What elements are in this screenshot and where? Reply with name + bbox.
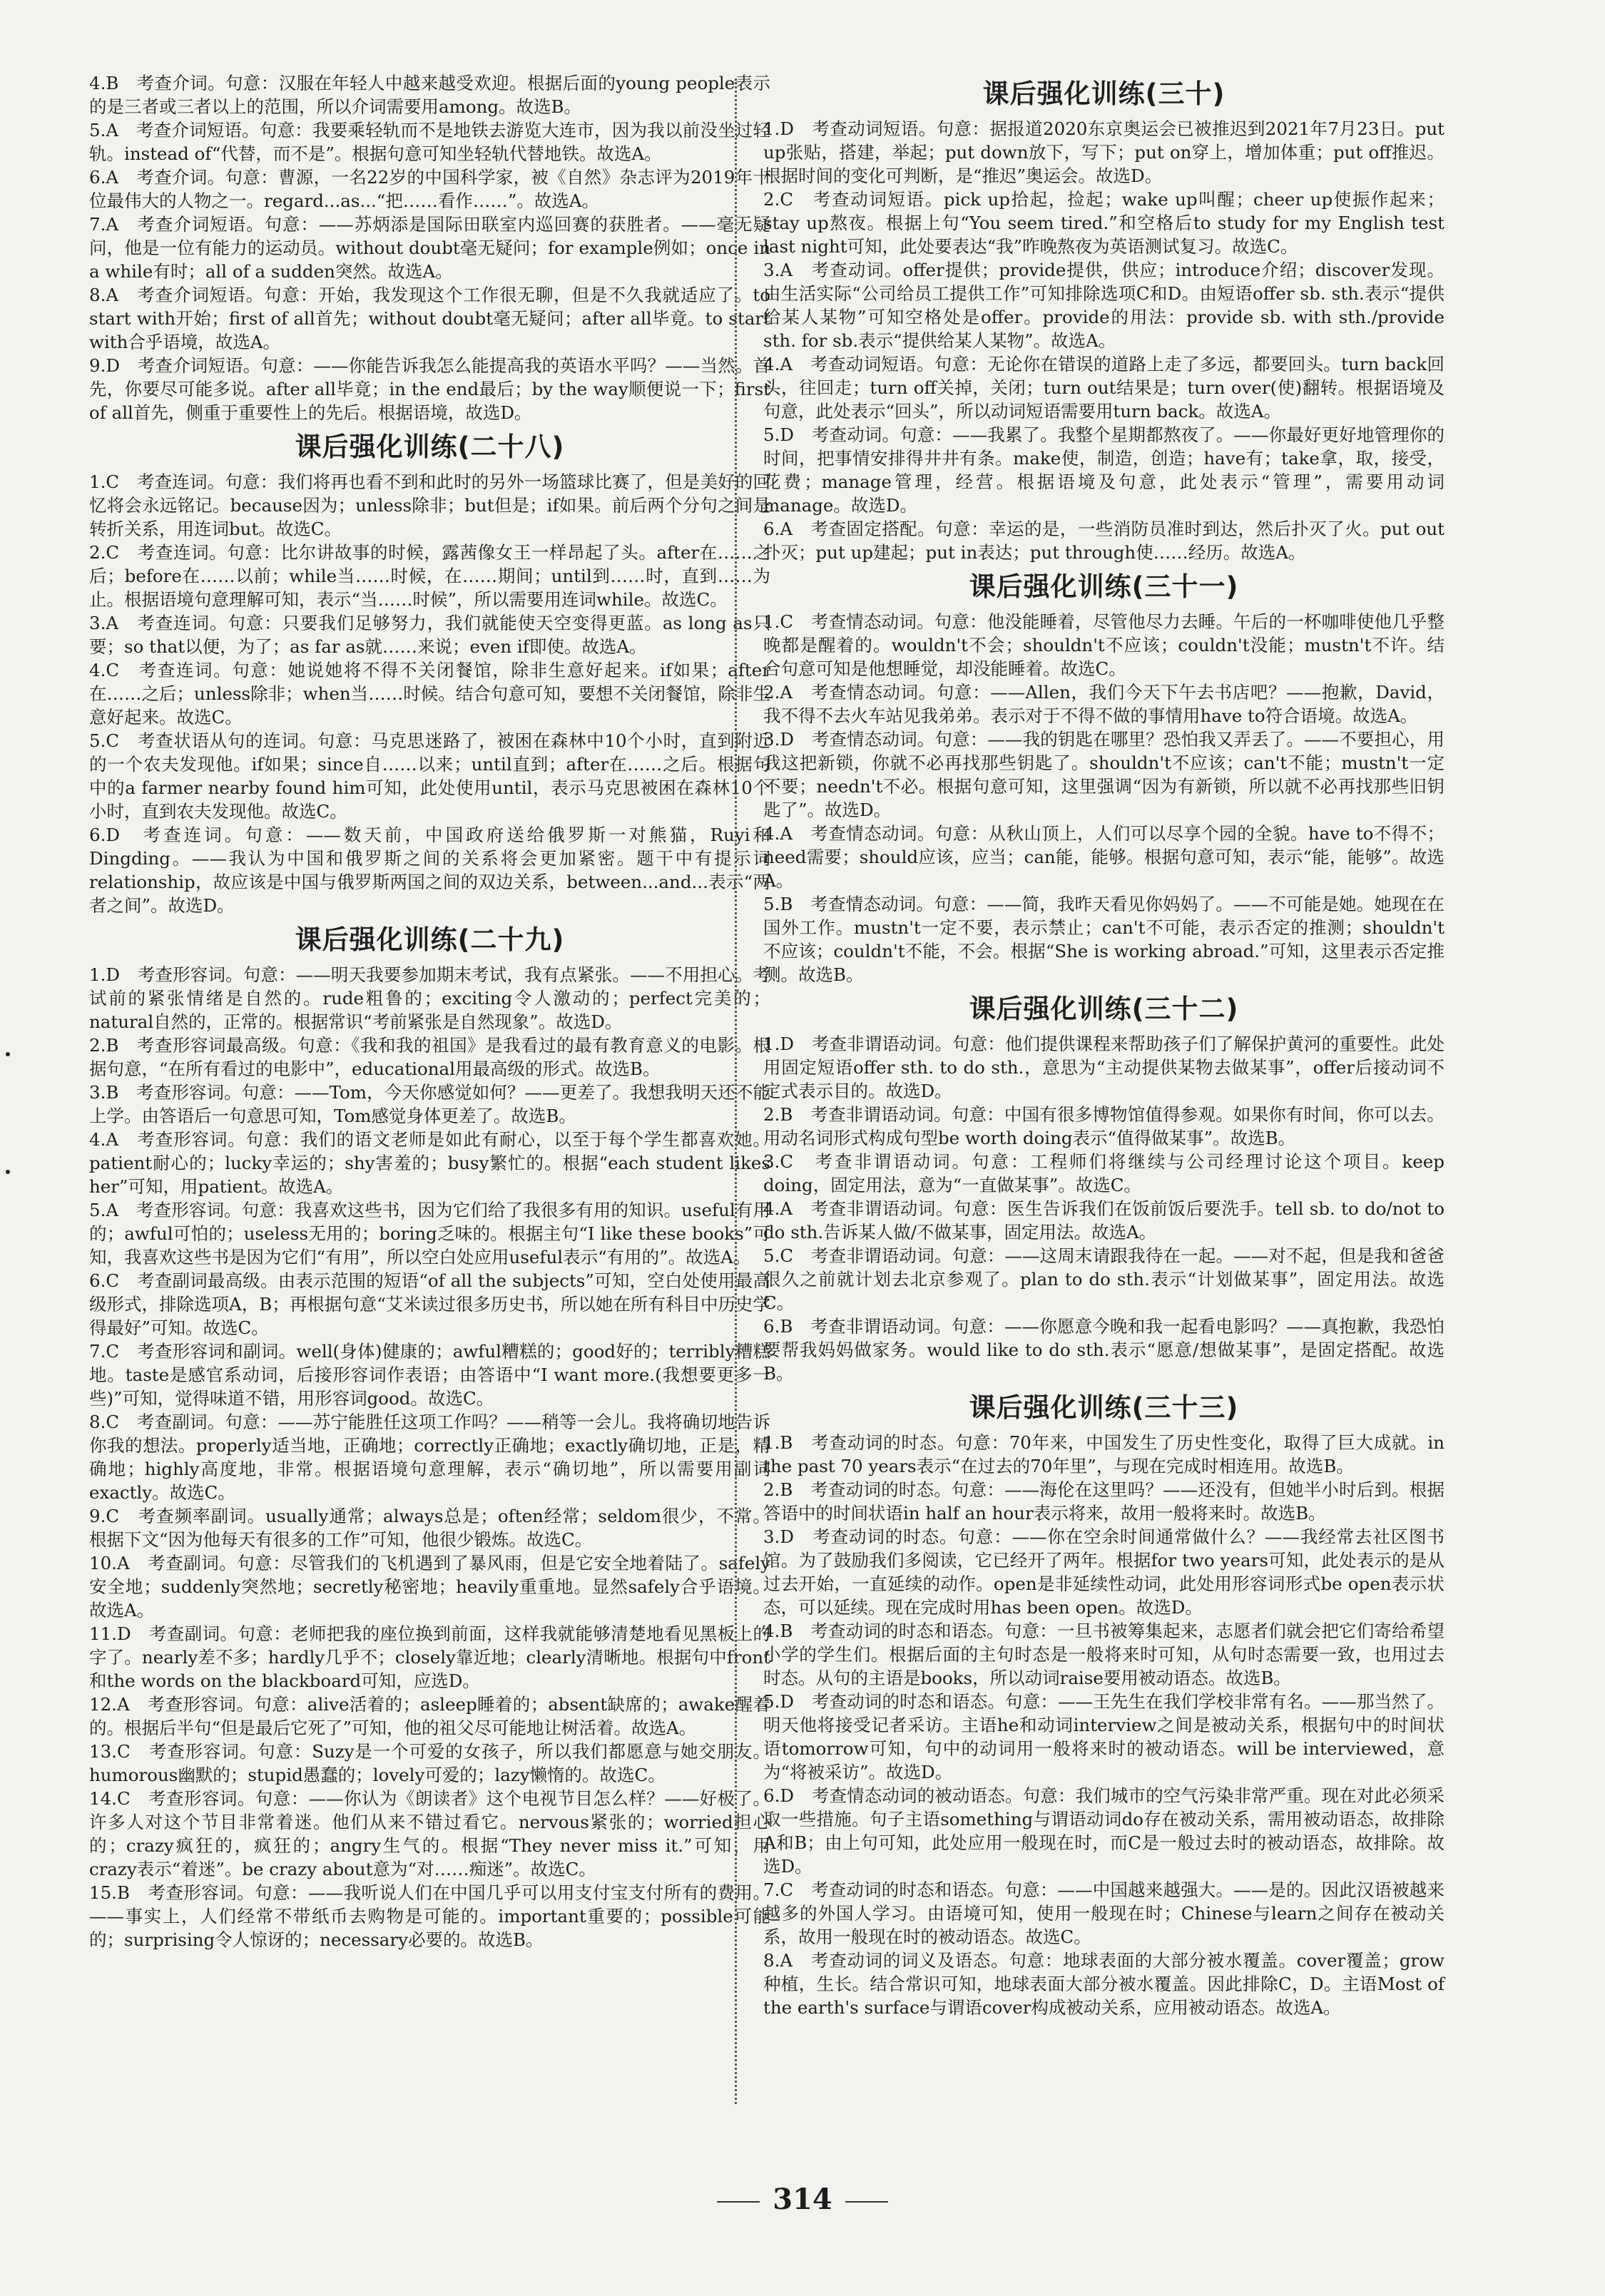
answer-entry: 2.C 考查连词。句意：比尔讲故事的时候，露茜像女王一样昂起了头。after在……之后；before在……以前；while当……时候，在……期间；until到……时，直到……为止。根据语境句意理解可知，表示“当……时候”，所以需要用连词while。故选C。 [89, 542, 770, 610]
answer-entry: 4.A 考查情态动词。句意：从秋山顶上，人们可以尽享个园的全貌。have to不得不；need需要；should应该，应当；can能，能够。根据句意可知，表示“能，能够”。故选A。 [763, 823, 1444, 891]
answer-entry: 13.C 考查形容词。句意：Suzy是一个可爱的女孩子，所以我们都愿意与她交朋友。humorous幽默的；stupid愚蠢的；lovely可爱的；lazy懒惰的。故选C。 [89, 1741, 770, 1785]
answer-entry: 4.A 考查动词短语。句意：无论你在错误的道路上走了多远，都要回头。turn back回头，往回走；turn off关掉，关闭；turn out结果是；turn over(使)翻转。根据语境及句意，此处表示“回头”，所以动词短语需要用turn back。故选A。 [763, 354, 1444, 422]
answer-entry: 15.B 考查形容词。句意：——我听说人们在中国几乎可以用支付宝支付所有的费用。——事实上，人们经常不带纸币去购物是可能的。important重要的；possible可能的；surprising令人惊讶的；necessary必要的。故选B。 [89, 1882, 770, 1950]
section-title: 课后强化训练(三十) [982, 78, 1226, 109]
margin-dot [6, 1170, 10, 1174]
right-column [763, 71, 1444, 2019]
answer-entry: 3.A 考查动词。offer提供；provide提供，供应；introduce介绍；discover发现。由生活实际“公司给员工提供工作”可知排除选项C和D。由短语offer sb. sth.表示“提供给某人某物”可知空格处是offer。provide的用法：provide sb. with sth./provide sth. for sb.表示“提供给某人某物”。故选A。 [763, 260, 1444, 351]
answer-entry: 8.C 考查副词。句意：——苏宁能胜任这项工作吗？——稍等一会儿。我将确切地告诉你我的想法。properly适当地，正确地；correctly正确地；exactly确切地，正是，精确地；highly高度地，非常。根据语境句意理解，表示“确切地”，所以需要用副词exactly。故选C。 [89, 1412, 770, 1503]
answer-entry: 3.A 考查连词。句意：只要我们足够努力，我们就能使天空变得更蓝。as long as只要；so that以便，为了；as far as就……来说；even if即使。故选A。 [89, 613, 770, 657]
answer-entry: 1.D 考查非谓语动词。句意：他们提供课程来帮助孩子们了解保护黄河的重要性。此处用固定短语offer sth. to do sth.，意思为“主动提供某物去做某事”，offer后接动词不定式表示目的。故选D。 [763, 1034, 1444, 1101]
section-title: 课后强化训练(二十九) [295, 924, 565, 955]
answer-entry: 1.D 考查形容词。句意：——明天我要参加期末考试，我有点紧张。——不用担心。考试前的紧张情绪是自然的。rude粗鲁的；exciting令人激动的；perfect完美的；natural自然的，正常的。根据常识“考前紧张是自然现象”。故选D。 [89, 964, 770, 1032]
column-divider [735, 78, 737, 2104]
answer-entry: 3.D 考查动词的时态。句意：——你在空余时间通常做什么？——我经常去社区图书馆。为了鼓励我们多阅读，它已经开了两年。根据for two years可知，此处表示的是从过去开始，一直延续的动作。open是非延续性动词，此处用形容词形式be open表示状态，可以延续。现在完成时用has been open。故选D。 [763, 1526, 1444, 1618]
answer-entry: 5.D 考查动词。句意：——我累了。我整个星期都熬夜了。——你最好更好地管理你的时间，把事情安排得井井有条。make使，制造，创造；have有；take拿，取，接受，花费；manage管理，经营。根据语境及句意，此处表示“管理”，需要用动词manage。故选D。 [763, 424, 1444, 516]
answer-entry: 2.C 考查动词短语。pick up拾起，捡起；wake up叫醒；cheer up使振作起来；stay up熬夜。根据上句“You seem tired.”和空格后to study for my English test last night可知，此处要表达“我”昨晚熬夜为英语测试复习。故选C。 [763, 189, 1444, 257]
page-number [0, 2183, 1605, 2216]
answer-entry: 3.D 考查情态动词。句意：——我的钥匙在哪里？恐怕我又弄丢了。——不要担心，用我这把新锁，你就不必再找那些钥匙了。shouldn't不应该；can't不能；mustn't一定不要；needn't不必。根据句意可知，这里强调“因为有新锁，所以就不必再找那些旧钥匙了”。故选D。 [763, 729, 1444, 820]
answer-entry: 5.A 考查形容词。句意：我喜欢这些书，因为它们给了我很多有用的知识。useful有用的；awful可怕的；useless无用的；boring乏味的。根据主句“I like these books”可知，我喜欢这些书是因为它们“有用”，所以空白处应用useful表示“有用的”。故选A。 [89, 1200, 770, 1267]
answer-entry: 2.B 考查形容词最高级。句意：《我和我的祖国》是我看过的最有教育意义的电影。根据句意，“在所有看过的电影中”，educational用最高级的形式。故选B。 [89, 1035, 770, 1079]
answer-entry: 2.A 考查情态动词。句意：——Allen，我们今天下午去书店吧？——抱歉，David，我不得不去火车站见我弟弟。表示对于不得不做的事情用have to符合语境。故选A。 [763, 682, 1444, 726]
answer-entry: 1.C 考查连词。句意：我们将再也看不到和此时的另外一场篮球比赛了，但是美好的回忆将会永远铭记。because因为；unless除非；but但是；if如果。前后两个分句之间是转折关系，用连词but。故选C。 [89, 471, 770, 539]
page-number-value: 314 [773, 2183, 832, 2216]
answer-entry: 4.A 考查非谓语动词。句意：医生告诉我们在饭前饭后要洗手。tell sb. to do/not to do sth.告诉某人做/不做某事，固定用法。故选A。 [763, 1198, 1444, 1243]
answer-entry: 6.D 考查情态动词的被动语态。句意：我们城市的空气污染非常严重。现在对此必须采取一些措施。句子主语something与谓语动词do存在被动关系，需用被动语态，故排除A和B；由上句可知，此处应用一般现在时，而C是一般过去时的被动语态，故排除。故选D。 [763, 1785, 1444, 1877]
answer-entry: 6.C 考查副词最高级。由表示范围的短语“of all the subjects”可知，空白处使用最高级形式，排除选项A，B；再根据句意“艾米读过很多历史书，所以她在所有科目中历史学得最好”可知。故选C。 [89, 1270, 770, 1338]
answer-entry: 1.B 考查动词的时态。句意：70年来，中国发生了历史性变化，取得了巨大成就。in the past 70 years表示“在过去的70年里”，与现在完成时相连用。故选B。 [763, 1432, 1444, 1476]
dash-left [717, 2201, 760, 2203]
answer-entry: 7.C 考查形容词和副词。well(身体)健康的；awful糟糕的；good好的；terribly糟糕地。taste是感官系动词，后接形容词作表语；由答语中“I want more.(我想要更多一些)”可知，觉得味道不错，用形容词good。故选C。 [89, 1341, 770, 1409]
answer-entry: 5.C 考查状语从句的连词。句意：马克思迷路了，被困在森林中10个小时，直到附近的一个农夫发现他。if如果；since自……以来；until直到；after在……之后。根据句中的a farmer nearby found him可知，此处使用until，表示马克思被困在森林10个小时，直到农夫发现他。故选C。 [89, 730, 770, 822]
section-title: 课后强化训练(二十八) [295, 432, 565, 462]
answer-entry: 12.A 考查形容词。句意：alive活着的；asleep睡着的；absent缺席的；awake醒着的。根据后半句“但是最后它死了”可知，他的祖父尽可能地让树活着。故选A。 [89, 1694, 770, 1738]
section-title: 课后强化训练(三十三) [969, 1392, 1239, 1423]
answer-entry: 3.B 考查形容词。句意：——Tom，今天你感觉如何？——更差了。我想我明天还不能上学。由答语后一句意思可知，Tom感觉身体更差了。故选B。 [89, 1082, 770, 1126]
answer-entry: 3.C 考查非谓语动词。句意：工程师们将继续与公司经理讨论这个项目。keep doing，固定用法，意为“一直做某事”。故选C。 [763, 1151, 1444, 1195]
answer-entry: 4.A 考查形容词。句意：我们的语文老师是如此有耐心，以至于每个学生都喜欢她。patient耐心的；lucky幸运的；shy害羞的；busy繁忙的。根据“each student likes her”可知，用patient。故选A。 [89, 1129, 770, 1197]
answer-entry: 7.A 考查介词短语。句意：——苏炳添是国际田联室内巡回赛的获胜者。——毫无疑问，他是一位有能力的运动员。without doubt毫无疑问；for example例如；once in a while有时；all of a sudden突然。故选A。 [89, 214, 770, 282]
answer-entry: 14.C 考查形容词。句意：——你认为《朗读者》这个电视节目怎么样？——好极了。许多人对这个节目非常着迷。他们从来不错过看它。nervous紧张的；worried担心的；crazy疯狂的，疯狂的；angry生气的。根据“They never miss it.”可知，用crazy表示“着迷”。be crazy about意为“对……痴迷”。故选C。 [89, 1788, 770, 1879]
answer-entry: 5.B 考查情态动词。句意：——简，我昨天看见你妈妈了。——不可能是她。她现在在国外工作。mustn't一定不要，表示禁止；can't不可能，表示否定的推测；shouldn't不应该；couldn't不能，不会。根据“She is working abroad.”可知，这里表示否定推测。故选B。 [763, 894, 1444, 985]
answer-entry: 4.C 考查连词。句意：她说她将不得不关闭餐馆，除非生意好起来。if如果；after在……之后；unless除非；when当……时候。结合句意可知，要想不关闭餐馆，除非生意好起来。故选C。 [89, 660, 770, 728]
answer-entry: 10.A 考查副词。句意：尽管我们的飞机遇到了暴风雨，但是它安全地着陆了。safely安全地；suddenly突然地；secretly秘密地；heavily重重地。显然safely合乎语境。故选A。 [89, 1553, 770, 1621]
answer-entry: 5.D 考查动词的时态和语态。句意：——王先生在我们学校非常有名。——那当然了。明天他将接受记者采访。主语he和动词interview之间是被动关系，根据句中的时间状语tomorrow可知，句中的动词用一般将来时的被动语态。will be interviewed，意为“将被采访”。故选D。 [763, 1691, 1444, 1782]
answer-entry: 1.D 考查动词短语。句意：据报道2020东京奥运会已被推迟到2021年7月23日。put up张贴，搭建，举起；put down放下，写下；put on穿上，增加体重；put off推迟。根据时间的变化可判断，是“推迟”奥运会。故选D。 [763, 118, 1444, 186]
section-title: 课后强化训练(三十一) [969, 571, 1239, 602]
left-column [89, 71, 770, 1951]
answer-entry: 11.D 考查副词。句意：老师把我的座位换到前面，这样我就能够清楚地看见黑板上的字了。nearly差不多；hardly几乎不；closely靠近地；clearly清晰地。根据句中front和the words on the blackboard可知，应选D。 [89, 1623, 770, 1691]
answer-entry: 9.C 考查频率副词。usually通常；always总是；often经常；seldom很少，不常。根据下文“因为他每天有很多的工作”可知，他很少锻炼。故选C。 [89, 1506, 770, 1550]
answer-entry: 6.A 考查固定搭配。句意：幸运的是，一些消防员准时到达，然后扑灭了火。put out扑灭；put up建起；put in表达；put through使……经历。故选A。 [763, 519, 1444, 563]
margin-dot [6, 1052, 10, 1056]
answer-entry: 5.C 考查非谓语动词。句意：——这周末请跟我待在一起。——对不起，但是我和爸爸很久之前就计划去北京参观了。plan to do sth.表示“计划做某事”，固定用法。故选C。 [763, 1245, 1444, 1313]
answer-entry: 8.A 考查动词的词义及语态。句意：地球表面的大部分被水覆盖。cover覆盖；grow种植，生长。结合常识可知，地球表面大部分被水覆盖。因此排除C，D。主语Most of the earth's surface与谓语cover构成被动关系，应用被动语态。故选A。 [763, 1950, 1444, 2018]
answer-entry: 4.B 考查介词。句意：汉服在年轻人中越来越受欢迎。根据后面的young people表示的是三者或三者以上的范围，所以介词需要用among。故选B。 [89, 73, 770, 117]
answer-entry: 6.B 考查非谓语动词。句意：——你愿意今晚和我一起看电影吗？——真抱歉，我恐怕要帮我妈妈做家务。would like to do sth.表示“愿意/想做某事”，是固定搭配。故选B。 [763, 1316, 1444, 1384]
answer-entry: 7.C 考查动词的时态和语态。句意：——中国越来越强大。——是的。因此汉语被越来越多的外国人学习。由语境可知，使用一般现在时；Chinese与learn之间存在被动关系，故用一般现在时的被动语态。故选C。 [763, 1879, 1444, 1947]
answer-entry: 1.C 考查情态动词。句意：他没能睡着，尽管他尽力去睡。午后的一杯咖啡使他几乎整晚都是醒着的。wouldn't不会；shouldn't不应该；couldn't没能；mustn't不许。结合句意可知是他想睡觉，却没能睡着。故选C。 [763, 611, 1444, 679]
answer-entry: 6.D 考查连词。句意：——数天前，中国政府送给俄罗斯一对熊猫，Ruyi和Dingding。——我认为中国和俄罗斯之间的关系将会更加紧密。题干中有提示词relationship，故应该是中国与俄罗斯两国之间的双边关系，between...and...表示“两者之间”。故选D。 [89, 825, 770, 916]
answer-entry: 4.B 考查动词的时态和语态。句意：一旦书被筹集起来，志愿者们就会把它们寄给希望小学的学生们。根据后面的主句时态是一般将来时可知，从句时态需要一致，也用过去时态。从句的主语是books，所以动词raise要用被动语态。故选B。 [763, 1621, 1444, 1688]
answer-entry: 2.B 考查动词的时态。句意：——海伦在这里吗？——还没有，但她半小时后到。根据答语中的时间状语in half an hour表示将来，故用一般将来时。故选B。 [763, 1479, 1444, 1524]
answer-entry: 9.D 考查介词短语。句意：——你能告诉我怎么能提高我的英语水平吗？——当然。首先，你要尽可能多说。after all毕竟；in the end最后；by the way顺便说一下；first of all首先，侧重于重要性上的先后。根据语境，故选D。 [89, 355, 770, 423]
answer-entry: 6.A 考查介词。句意：曹源，一名22岁的中国科学家，被《自然》杂志评为2019年十位最伟大的人物之一。regard...as...“把……看作……”。故选A。 [89, 167, 770, 211]
dash-right [845, 2201, 888, 2203]
answer-entry: 2.B 考查非谓语动词。句意：中国有很多博物馆值得参观。如果你有时间，你可以去。用动名词形式构成句型be worth doing表示“值得做某事”。故选B。 [763, 1104, 1444, 1148]
answer-entry: 8.A 考查介词短语。句意：开始，我发现这个工作很无聊，但是不久我就适应了。to start with开始；first of all首先；without doubt毫无疑问；after all毕竟。to start with合乎语境，故选A。 [89, 285, 770, 352]
section-title: 课后强化训练(三十二) [969, 994, 1239, 1024]
answer-entry: 5.A 考查介词短语。句意：我要乘轻轨而不是地铁去游览大连市，因为我以前没坐过轻轨。instead of“代替，而不是”。根据句意可知坐轻轨代替地铁。故选A。 [89, 120, 770, 164]
